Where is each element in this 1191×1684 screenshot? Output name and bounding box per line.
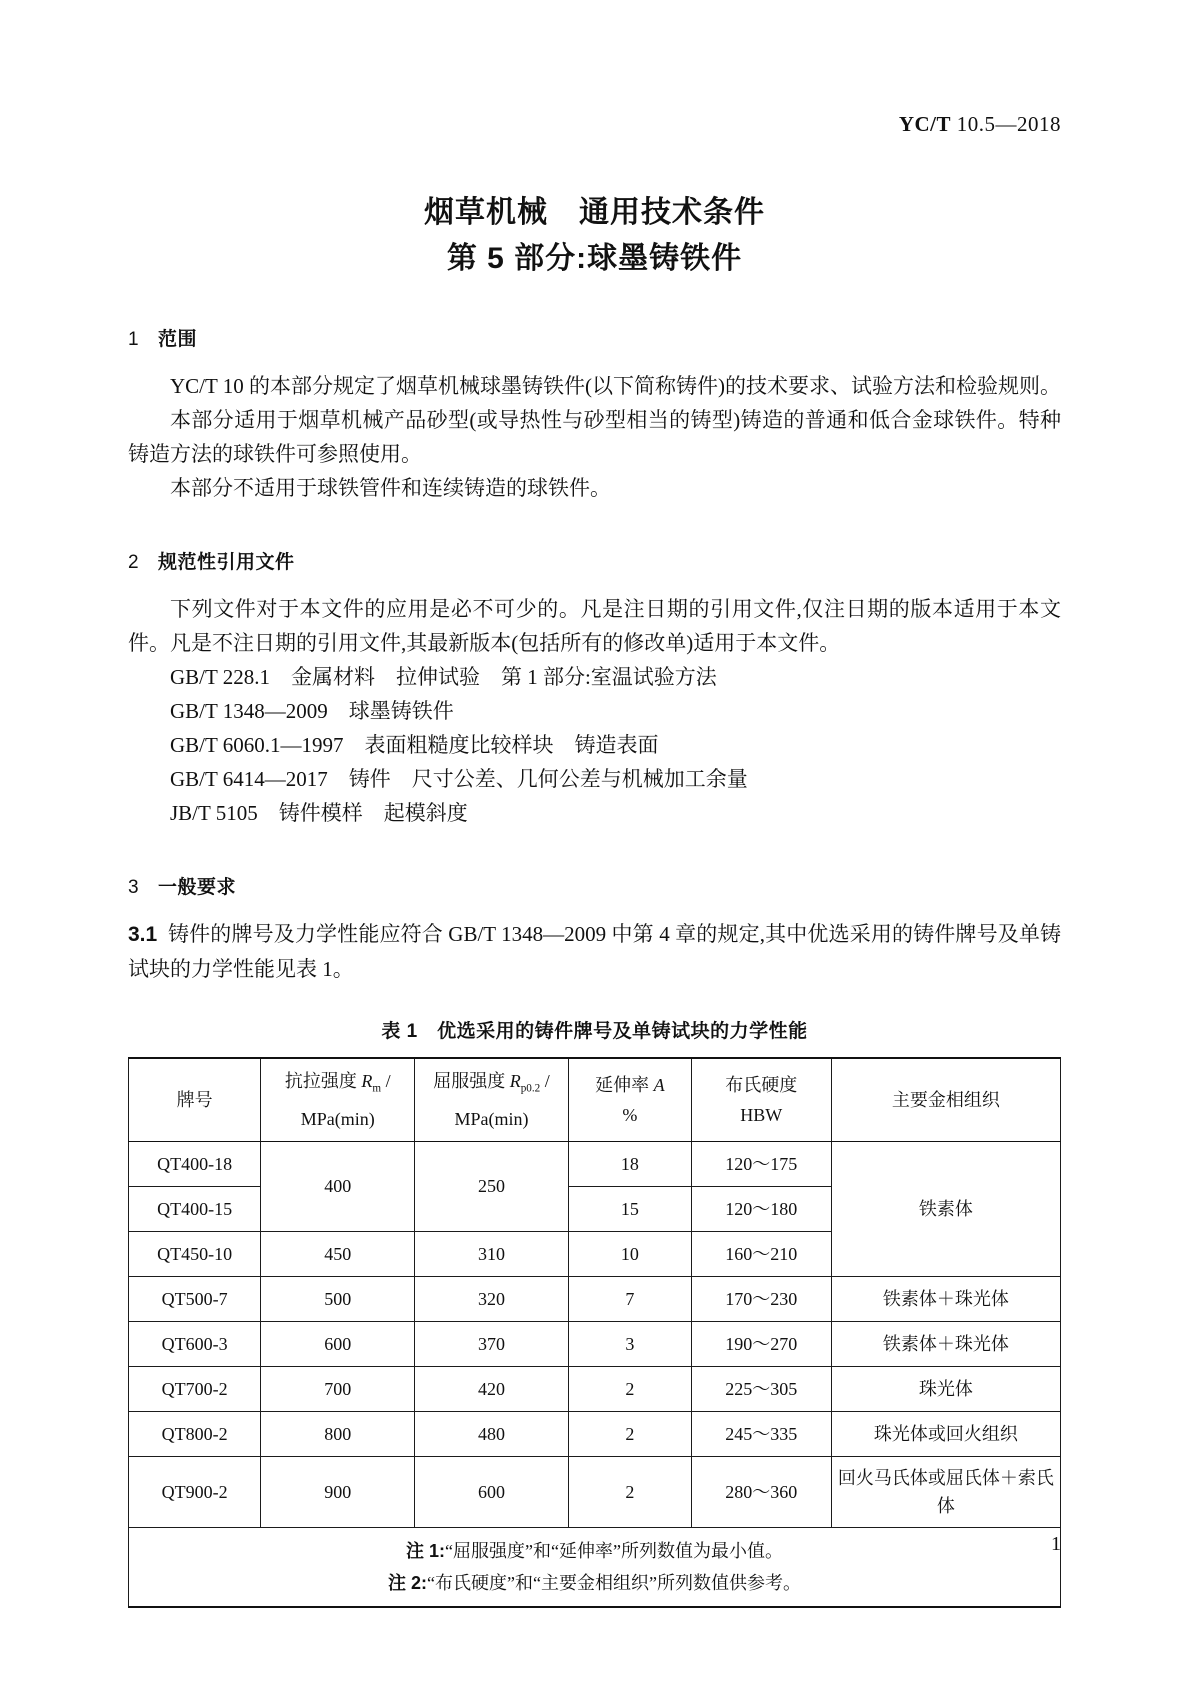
section-title-3: 一般要求 [158, 877, 237, 898]
table-note-2 [133, 1567, 1056, 1599]
column-header-hardness-line-1: 布氏硬度 [725, 1074, 798, 1095]
section-heading-3 [128, 872, 1061, 899]
cell-elongation: 18 [568, 1141, 691, 1186]
table-notes-row [129, 1527, 1061, 1607]
column-header-yield-line-1: 屈服强度 $R_{p0.2}$ / [433, 1071, 550, 1095]
cell-hardness: 245～335 [691, 1411, 831, 1456]
standard-code-prefix: YC/T [898, 112, 951, 136]
cell-tensile: 700 [261, 1366, 415, 1411]
section-1-paragraph-2: 本部分适用于烟草机械产品砂型(或导热性与砂型相当的铸型)铸造的普通和低合金球铁件。特种铸造方法的球铁件可参照使用。 [128, 408, 1061, 466]
cell-brand: QT700-2 [129, 1366, 261, 1411]
standard-code-number: 10.5—2018 [956, 112, 1061, 136]
clause-3-1 [128, 917, 1061, 986]
clause-3-1-text: 铸件的牌号及力学性能应符合 GB/T 1348—2009 中第 4 章的规定,其中优选采用的铸件牌号及单铸试块的力学性能见表 1。 [128, 922, 1062, 981]
cell-brand: QT600-3 [129, 1321, 261, 1366]
section-1-paragraph-1: YC/T 10 的本部分规定了烟草机械球墨铸铁件(以下简称铸件)的技术要求、试验方法和检验规则。 [170, 374, 1061, 398]
table-note-1 [133, 1535, 1056, 1567]
cell-microstructure: 铁素体 [831, 1141, 1060, 1276]
cell-microstructure: 铁素体＋珠光体 [831, 1276, 1060, 1321]
cell-yield: 320 [415, 1276, 569, 1321]
cell-elongation: 10 [568, 1231, 691, 1276]
document-content [128, 190, 1061, 1608]
cell-elongation: 2 [568, 1411, 691, 1456]
column-header-brand: 牌号 [129, 1058, 261, 1141]
section-title-2: 规范性引用文件 [158, 552, 295, 573]
column-header-tensile-line-2: MPa(min) [300, 1108, 375, 1129]
cell-elongation: 2 [568, 1456, 691, 1527]
column-header-hardness-line-2: HBW [740, 1104, 783, 1125]
page-header-standard-code [899, 112, 1061, 137]
cell-brand: QT500-7 [129, 1276, 261, 1321]
column-header-tensile-line-1: 抗拉强度 $R_m$ / [284, 1071, 391, 1095]
cell-yield: 420 [415, 1366, 569, 1411]
normative-reference-item: GB/T 6414—2017 铸件 尺寸公差、几何公差与机械加工余量 [170, 767, 748, 791]
document-title-line-1: 烟草机械 通用技术条件 [424, 196, 765, 229]
cell-elongation: 7 [568, 1276, 691, 1321]
table-row [129, 1276, 1061, 1321]
column-header-elongation-line-2: % [622, 1104, 638, 1125]
column-header-brinell-hardness [691, 1058, 831, 1141]
cell-hardness: 120～175 [691, 1141, 831, 1186]
cell-yield: 480 [415, 1411, 569, 1456]
table-note-2-label: 注 2: [388, 1572, 428, 1593]
cell-elongation: 15 [568, 1186, 691, 1231]
cell-microstructure: 珠光体 [831, 1366, 1060, 1411]
cell-hardness: 160～210 [691, 1231, 831, 1276]
document-title [128, 190, 1061, 282]
cell-yield: 310 [415, 1231, 569, 1276]
normative-reference-item: GB/T 1348—2009 球墨铸铁件 [170, 699, 454, 723]
cell-hardness: 120～180 [691, 1186, 831, 1231]
cell-hardness: 225～305 [691, 1366, 831, 1411]
section-number-2: 2 [128, 552, 140, 573]
cell-microstructure: 回火马氏体或屈氏体＋索氏体 [831, 1456, 1060, 1527]
column-header-yield-strength [415, 1058, 569, 1141]
table-1-caption: 表 1 优选采用的铸件牌号及单铸试块的力学性能 [381, 1021, 808, 1042]
cell-yield: 250 [415, 1141, 569, 1231]
table-note-1-text: “屈服强度”和“延伸率”所列数值为最小值。 [445, 1540, 783, 1561]
page-number: 1 [1051, 1533, 1061, 1555]
table-header-row [129, 1058, 1061, 1141]
table-row [129, 1366, 1061, 1411]
table-row [129, 1411, 1061, 1456]
cell-tensile: 400 [261, 1141, 415, 1231]
cell-elongation: 2 [568, 1366, 691, 1411]
section-2-paragraph-1: 下列文件对于本文件的应用是必不可少的。凡是注日期的引用文件,仅注日期的版本适用于本文件。凡是不注日期的引用文件,其最新版本(包括所有的修改单)适用于本文件。 [128, 597, 1061, 655]
section-title-1: 范围 [158, 329, 198, 350]
cell-brand: QT900-2 [129, 1456, 261, 1527]
table-row [129, 1141, 1061, 1186]
section-heading-1 [128, 324, 1061, 351]
cell-yield: 600 [415, 1456, 569, 1527]
column-header-tensile-strength [261, 1058, 415, 1141]
cell-brand: QT400-15 [129, 1186, 261, 1231]
cell-elongation: 3 [568, 1321, 691, 1366]
cell-hardness: 190～270 [691, 1321, 831, 1366]
cell-brand: QT450-10 [129, 1231, 261, 1276]
table-note-1-label: 注 1: [406, 1540, 446, 1561]
cell-tensile: 500 [261, 1276, 415, 1321]
column-header-elongation-line-1: 延伸率 A [595, 1074, 665, 1095]
table-note-2-text: “布氏硬度”和“主要金相组织”所列数值供参考。 [427, 1572, 801, 1593]
column-header-yield-line-2: MPa(min) [454, 1108, 529, 1129]
document-title-line-2: 第 5 部分:球墨铸铁件 [446, 242, 743, 275]
cell-brand: QT400-18 [129, 1141, 261, 1186]
section-number-1: 1 [128, 329, 140, 350]
section-number-3: 3 [128, 877, 140, 898]
normative-reference-item: GB/T 228.1 金属材料 拉伸试验 第 1 部分:室温试验方法 [170, 665, 717, 689]
cell-tensile: 600 [261, 1321, 415, 1366]
column-header-elongation [568, 1058, 691, 1141]
cell-microstructure: 铁素体＋珠光体 [831, 1321, 1060, 1366]
table-1-mechanical-properties [128, 1057, 1061, 1608]
normative-reference-item: GB/T 6060.1—1997 表面粗糙度比较样块 铸造表面 [170, 733, 659, 757]
cell-microstructure: 珠光体或回火组织 [831, 1411, 1060, 1456]
cell-hardness: 170～230 [691, 1276, 831, 1321]
cell-tensile: 800 [261, 1411, 415, 1456]
cell-brand: QT800-2 [129, 1411, 261, 1456]
cell-tensile: 450 [261, 1231, 415, 1276]
section-heading-2 [128, 547, 1061, 574]
table-row [129, 1456, 1061, 1527]
section-1-paragraph-3: 本部分不适用于球铁管件和连续铸造的球铁件。 [170, 476, 611, 500]
clause-3-1-number: 3.1 [128, 923, 158, 946]
normative-reference-item: JB/T 5105 铸件模样 起模斜度 [170, 801, 468, 825]
column-header-microstructure: 主要金相组织 [831, 1058, 1060, 1141]
table-row [129, 1321, 1061, 1366]
table-notes [129, 1527, 1061, 1607]
cell-hardness: 280～360 [691, 1456, 831, 1527]
cell-yield: 370 [415, 1321, 569, 1366]
cell-tensile: 900 [261, 1456, 415, 1527]
